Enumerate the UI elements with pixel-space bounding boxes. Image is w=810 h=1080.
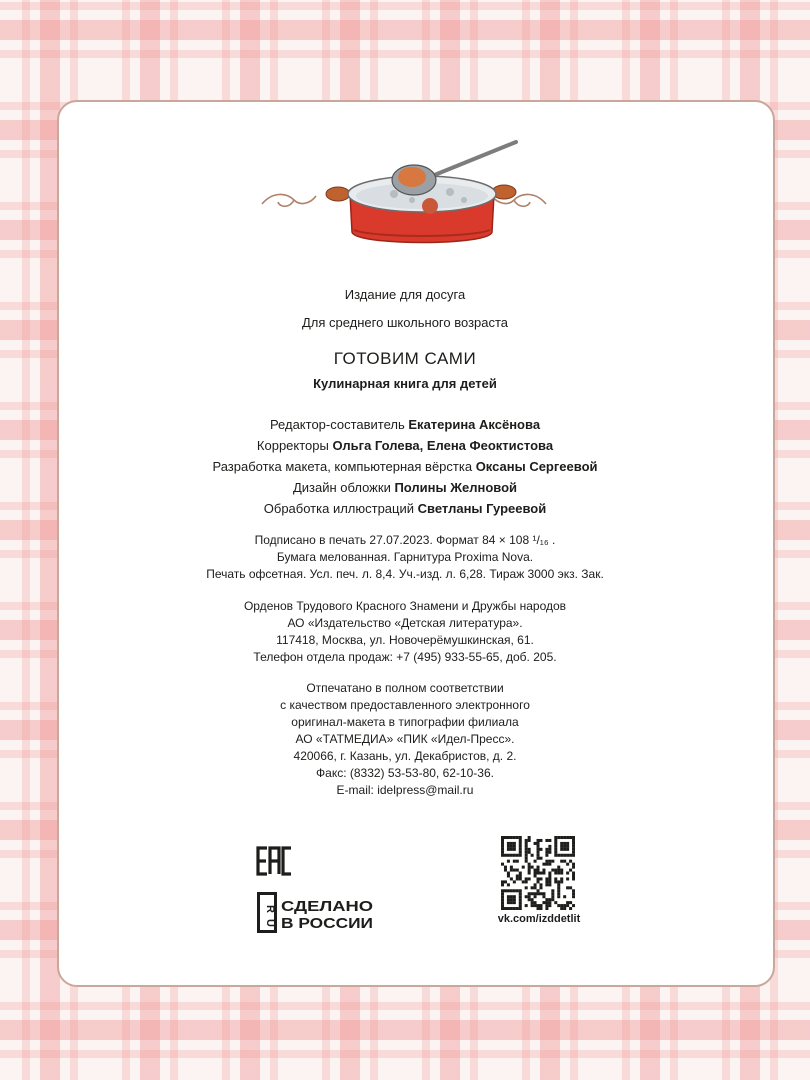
credit-name: Оксаны Сергеевой: [475, 459, 598, 474]
print-line: Подписано в печать 27.07.2023. Формат 84 × 108 ¹/₁₆ .: [254, 533, 556, 547]
print-line: Печать офсетная. Усл. печ. л. 8,4. Уч.-изд. л. 6,28. Тираж 3000 экз. Зак.: [206, 567, 604, 581]
print-details: [0, 532, 810, 583]
qr-code: [501, 836, 575, 910]
credit-name: Ольга Голева, Елена Феоктистова: [332, 438, 554, 453]
credit-name: Екатерина Аксёнова: [408, 417, 541, 432]
publisher-details: [0, 598, 810, 666]
publisher-line: Орденов Трудового Красного Знамени и Дружбы народов: [243, 599, 567, 613]
printer-details: [0, 680, 810, 799]
book-title: ГОТОВИМ САМИ: [333, 349, 477, 368]
credit-role: Редактор-составитель: [269, 417, 409, 432]
printer-line: с качеством предоставленного электронного: [280, 698, 530, 712]
credit-role: Обработка иллюстраций: [263, 501, 418, 516]
made-line1: СДЕЛАНО: [281, 898, 374, 915]
credit-name: Полины Желновой: [394, 480, 518, 495]
svg-text:R: R: [264, 905, 276, 913]
publisher-line: 117418, Москва, ул. Новочерёмушкинская, 61.: [276, 633, 534, 647]
credit-cover-design: [0, 477, 810, 498]
eac-logo: [256, 846, 292, 876]
printer-line: оригинал-макета в типографии филиала: [291, 715, 519, 729]
credit-editor: [0, 414, 810, 435]
made-in-russia-logo: [257, 892, 377, 934]
made-line2: В РОССИИ: [281, 915, 373, 932]
credit-layout: [0, 456, 810, 477]
printer-line: E-mail: idelpress@mail.ru: [336, 783, 474, 797]
printer-line: Отпечатано в полном соответствии: [306, 681, 504, 695]
leisure-edition-line: Издание для досуга: [344, 287, 466, 302]
credit-illustrations: [0, 498, 810, 519]
credit-proofreaders: [0, 435, 810, 456]
credit-role: Разработка макета, компьютерная вёрстка: [212, 459, 476, 474]
qr-caption: vk.com/izddetlit: [497, 913, 581, 925]
svg-text:U: U: [264, 919, 276, 927]
book-subtitle: Кулинарная книга для детей: [313, 376, 497, 391]
cooking-pot-illustration: [254, 134, 554, 254]
publisher-line: АО «Издательство «Детская литература».: [287, 616, 523, 630]
publisher-line: Телефон отдела продаж: +7 (495) 933-55-65, доб. 205.: [253, 650, 557, 664]
print-line: Бумага мелованная. Гарнитура Proxima Nova.: [276, 550, 534, 564]
credit-role: Дизайн обложки: [292, 480, 395, 495]
credit-role: Корректоры: [256, 438, 333, 453]
credit-name: Светланы Гуреевой: [417, 501, 547, 516]
credits-block: [0, 414, 810, 519]
printer-line: 420066, г. Казань, ул. Декабристов, д. 2.: [293, 749, 517, 763]
printer-line: Факс: (8332) 53-53-80, 62-10-36.: [316, 766, 494, 780]
printer-line: АО «ТАТМЕДИА» «ПИК «Идел-Пресс».: [295, 732, 515, 746]
age-group-line: Для среднего школьного возраста: [301, 315, 509, 330]
